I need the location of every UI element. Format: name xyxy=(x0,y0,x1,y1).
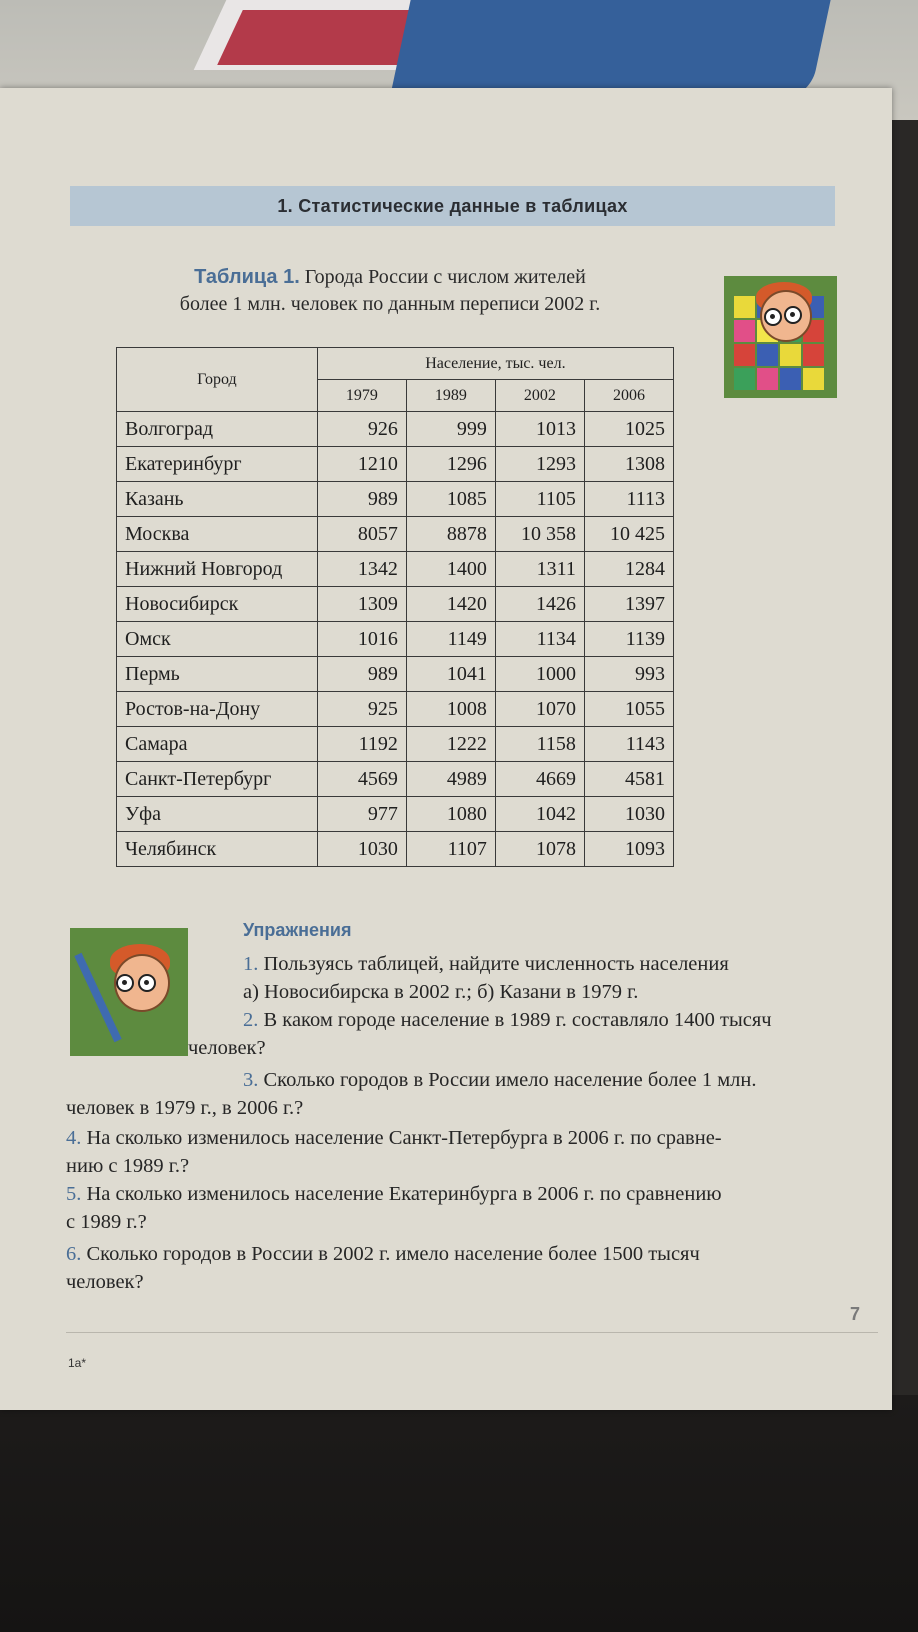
population-cell: 1008 xyxy=(406,692,495,727)
city-cell: Новосибирск xyxy=(117,587,318,622)
exercise-text: а) Новосибирска в 2002 г.; б) Казани в 1979 г. xyxy=(243,981,639,1003)
population-cell: 999 xyxy=(406,412,495,447)
population-cell: 1308 xyxy=(584,447,673,482)
exercise-line xyxy=(243,950,729,978)
table-row xyxy=(117,657,674,692)
population-cell: 1030 xyxy=(584,797,673,832)
population-cell: 1222 xyxy=(406,727,495,762)
table-row xyxy=(117,727,674,762)
population-cell: 8878 xyxy=(406,517,495,552)
table-label: Таблица 1. xyxy=(194,266,300,288)
table-row xyxy=(117,587,674,622)
population-cell: 4569 xyxy=(317,762,406,797)
eye-icon xyxy=(784,306,802,324)
table-caption xyxy=(120,264,660,318)
exercise-text: Пользуясь таблицей, найдите численность населения xyxy=(258,953,729,975)
exercise-text: Сколько городов в России имело население более 1 млн. xyxy=(258,1069,757,1091)
year-header: 1989 xyxy=(406,380,495,412)
population-cell: 1284 xyxy=(584,552,673,587)
population-cell: 1134 xyxy=(495,622,584,657)
printer-signature: 1а* xyxy=(68,1356,87,1370)
year-header: 2006 xyxy=(584,380,673,412)
page-number: 7 xyxy=(850,1304,861,1324)
population-cell: 1342 xyxy=(317,552,406,587)
table-row xyxy=(117,832,674,867)
population-cell: 1025 xyxy=(584,412,673,447)
city-cell: Москва xyxy=(117,517,318,552)
population-cell: 1309 xyxy=(317,587,406,622)
eye-icon xyxy=(138,974,156,992)
header-city: Город xyxy=(117,348,318,412)
population-table xyxy=(116,347,674,867)
population-cell: 1107 xyxy=(406,832,495,867)
exercise-text: с 1989 г.? xyxy=(66,1211,147,1233)
city-cell: Пермь xyxy=(117,657,318,692)
exercise-line xyxy=(66,1152,189,1180)
table-row xyxy=(117,482,674,517)
population-cell: 989 xyxy=(317,657,406,692)
population-cell: 1426 xyxy=(495,587,584,622)
eye-icon xyxy=(764,308,782,326)
exercise-text: Сколько городов в России в 2002 г. имело население более 1500 тысяч xyxy=(81,1243,700,1265)
boy-with-cubes-illustration xyxy=(724,276,837,398)
population-cell: 925 xyxy=(317,692,406,727)
population-cell: 989 xyxy=(317,482,406,517)
table-row xyxy=(117,797,674,832)
population-cell: 1041 xyxy=(406,657,495,692)
exercise-line xyxy=(66,1268,144,1296)
exercise-text: человек? xyxy=(188,1037,266,1059)
city-cell: Нижний Новгород xyxy=(117,552,318,587)
exercise-text: человек в 1979 г., в 2006 г.? xyxy=(66,1097,304,1119)
city-cell: Уфа xyxy=(117,797,318,832)
city-cell: Волгоград xyxy=(117,412,318,447)
population-cell: 1000 xyxy=(495,657,584,692)
exercise-line xyxy=(243,978,638,1006)
population-cell: 1296 xyxy=(406,447,495,482)
population-cell: 1055 xyxy=(584,692,673,727)
population-cell: 1078 xyxy=(495,832,584,867)
exercise-number: 2. xyxy=(243,1009,259,1031)
population-cell: 1042 xyxy=(495,797,584,832)
population-cell: 4581 xyxy=(584,762,673,797)
population-cell: 1149 xyxy=(406,622,495,657)
population-cell: 1093 xyxy=(584,832,673,867)
city-cell: Казань xyxy=(117,482,318,517)
exercise-text: В каком городе население в 1989 г. составляло 1400 тысяч xyxy=(258,1009,772,1031)
year-header: 1979 xyxy=(317,380,406,412)
exercise-number: 1. xyxy=(243,953,259,975)
exercise-line xyxy=(188,1034,266,1062)
population-cell: 1397 xyxy=(584,587,673,622)
table-header-row xyxy=(117,348,674,380)
city-cell: Самара xyxy=(117,727,318,762)
desk-shadow xyxy=(0,1395,918,1632)
exercise-number: 6. xyxy=(66,1243,82,1265)
textbook-page xyxy=(0,88,892,1410)
population-cell: 1139 xyxy=(584,622,673,657)
population-cell: 1070 xyxy=(495,692,584,727)
population-cell: 993 xyxy=(584,657,673,692)
table-row xyxy=(117,412,674,447)
population-cell: 8057 xyxy=(317,517,406,552)
header-population: Население, тыс. чел. xyxy=(317,348,673,380)
exercise-line xyxy=(243,1006,772,1034)
boy-with-pen-illustration xyxy=(70,928,188,1056)
exercise-number: 3. xyxy=(243,1069,259,1091)
exercise-line xyxy=(66,1208,147,1236)
table-row xyxy=(117,622,674,657)
eye-icon xyxy=(116,974,134,992)
population-cell: 1420 xyxy=(406,587,495,622)
population-cell: 1016 xyxy=(317,622,406,657)
exercise-text: человек? xyxy=(66,1271,144,1293)
city-cell: Екатеринбург xyxy=(117,447,318,482)
city-cell: Санкт-Петербург xyxy=(117,762,318,797)
exercise-number: 4. xyxy=(66,1127,82,1149)
population-cell: 4669 xyxy=(495,762,584,797)
population-cell: 1143 xyxy=(584,727,673,762)
exercises-title: Упражнения xyxy=(243,920,352,940)
exercise-line xyxy=(66,1240,700,1268)
city-cell: Челябинск xyxy=(117,832,318,867)
caption-line1: Города России с числом жителей xyxy=(299,266,586,288)
population-cell: 1105 xyxy=(495,482,584,517)
population-cell: 10 358 xyxy=(495,517,584,552)
population-cell: 1158 xyxy=(495,727,584,762)
exercise-text: На сколько изменилось население Санкт-Петербурга в 2006 г. по сравне- xyxy=(81,1127,722,1149)
population-cell: 1293 xyxy=(495,447,584,482)
population-cell: 1210 xyxy=(317,447,406,482)
flag-blue-stripe xyxy=(389,0,830,100)
exercise-text: На сколько изменилось население Екатеринбурга в 2006 г. по сравнению xyxy=(81,1183,722,1205)
population-cell: 1080 xyxy=(406,797,495,832)
exercise-number: 5. xyxy=(66,1183,82,1205)
exercise-line xyxy=(66,1124,722,1152)
caption-line2: более 1 млн. человек по данным переписи 2002 г. xyxy=(179,293,601,315)
footer-divider xyxy=(66,1332,878,1333)
population-cell: 1400 xyxy=(406,552,495,587)
table-row xyxy=(117,447,674,482)
population-cell: 1085 xyxy=(406,482,495,517)
table-row xyxy=(117,552,674,587)
population-cell: 4989 xyxy=(406,762,495,797)
population-cell: 1030 xyxy=(317,832,406,867)
table-row xyxy=(117,762,674,797)
table-row xyxy=(117,692,674,727)
exercise-text: нию с 1989 г.? xyxy=(66,1155,190,1177)
city-cell: Ростов-на-Дону xyxy=(117,692,318,727)
population-cell: 1311 xyxy=(495,552,584,587)
exercise-line xyxy=(66,1180,722,1208)
population-cell: 926 xyxy=(317,412,406,447)
section-title: 1. Статистические данные в таблицах xyxy=(70,186,835,226)
population-cell: 1013 xyxy=(495,412,584,447)
population-cell: 1192 xyxy=(317,727,406,762)
year-header: 2002 xyxy=(495,380,584,412)
city-cell: Омск xyxy=(117,622,318,657)
population-cell: 10 425 xyxy=(584,517,673,552)
table-row xyxy=(117,517,674,552)
population-cell: 977 xyxy=(317,797,406,832)
population-cell: 1113 xyxy=(584,482,673,517)
exercise-line xyxy=(243,1066,757,1094)
exercise-line xyxy=(66,1094,303,1122)
